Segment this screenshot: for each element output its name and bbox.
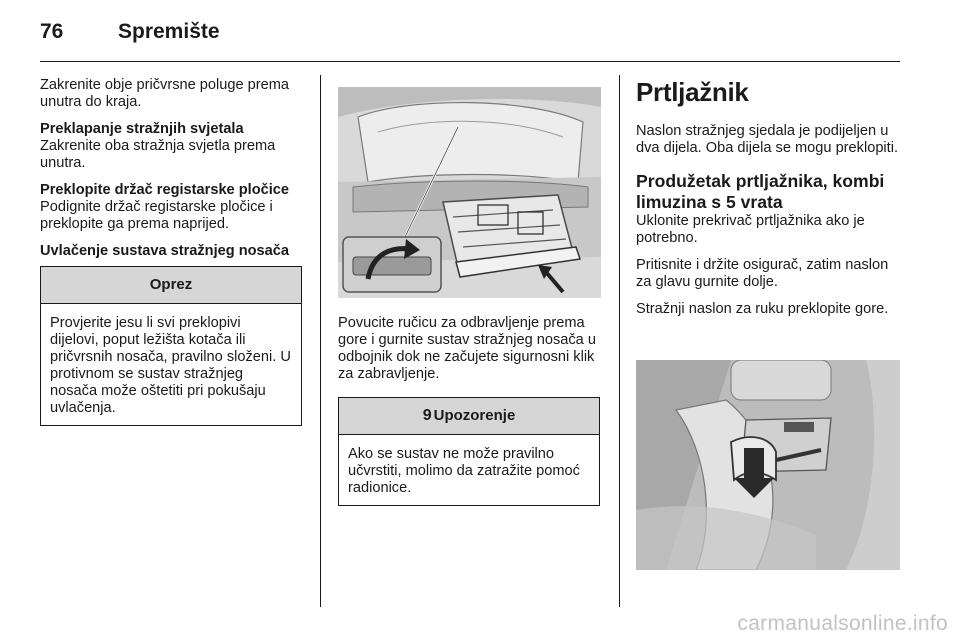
step-fold-armrest: Stražnji naslon za ruku preklopite gore. xyxy=(636,301,889,317)
warning-header xyxy=(339,398,599,435)
middle-text: Povucite ručicu za odbravljenje prema gore i gurnite sustav stražnjeg nosača u odbojnik dok ne začujete sigurnosni klik za zabravljenje. xyxy=(338,315,596,382)
section-text-plate-holder: Podignite držač registarske pločice i preklopite ga prema naprijed. xyxy=(40,199,273,232)
rear-carrier-illustration xyxy=(338,87,601,298)
step-push-headrest: Pritisnite i držite osigurač, zatim naslon za glavu gurnite dolje. xyxy=(636,257,889,290)
page-title: Spremište xyxy=(118,20,220,43)
section-heading-retract: Uvlačenje sustava stražnjeg nosača xyxy=(40,243,290,259)
section-heading-plate-holder: Preklopite držač registarske pločice xyxy=(40,182,290,198)
section-title-luggage: Prtljažnik xyxy=(636,77,749,107)
page-number: 76 xyxy=(40,20,64,43)
watermark: carmanualsonline.info xyxy=(737,612,948,635)
step-remove-cover: Uklonite prekrivač prtljažnika ako je potrebno. xyxy=(636,213,865,246)
right-intro: Naslon stražnjeg sjedala je podijeljen u dva dijela. Oba dijela se mogu preklopiti. xyxy=(636,123,899,156)
rear-carrier-figure xyxy=(338,87,601,298)
seat-fold-illustration xyxy=(636,360,900,570)
warning-text: Ako se sustav ne može pravilno učvrstiti, molimo da zatražite pomoć radionice. xyxy=(348,446,580,496)
section-text-tail-lights: Zakrenite oba stražnja svjetla prema unutra. xyxy=(40,138,276,171)
section-heading-tail-lights: Preklapanje stražnjih svjetala xyxy=(40,121,244,137)
left-column xyxy=(40,77,304,426)
column-divider-right xyxy=(619,75,620,607)
caution-title: Oprez xyxy=(41,267,301,304)
seat-fold-figure xyxy=(636,360,900,570)
middle-column xyxy=(338,315,603,506)
warning-icon: 9 xyxy=(422,407,432,424)
sub-heading-extension: Produžetak prtljažnika, kombi limuzina s 5 vrata xyxy=(636,171,885,212)
caution-box xyxy=(40,266,302,426)
left-intro: Zakrenite obje pričvrsne poluge prema unutra do kraja. xyxy=(40,77,290,110)
header-rule xyxy=(40,61,900,62)
right-column xyxy=(636,77,904,328)
warning-title: Upozorenje xyxy=(433,407,516,424)
column-divider-left xyxy=(320,75,321,607)
warning-box xyxy=(338,397,600,506)
caution-text: Provjerite jesu li svi preklopivi dijelovi, poput ležišta kotača ili pričvrsnih nosača, pravilno složeni. U protivnom se sustav stražnjeg nosača može oštetiti pri pokušaju uvlačenja. xyxy=(50,315,291,416)
